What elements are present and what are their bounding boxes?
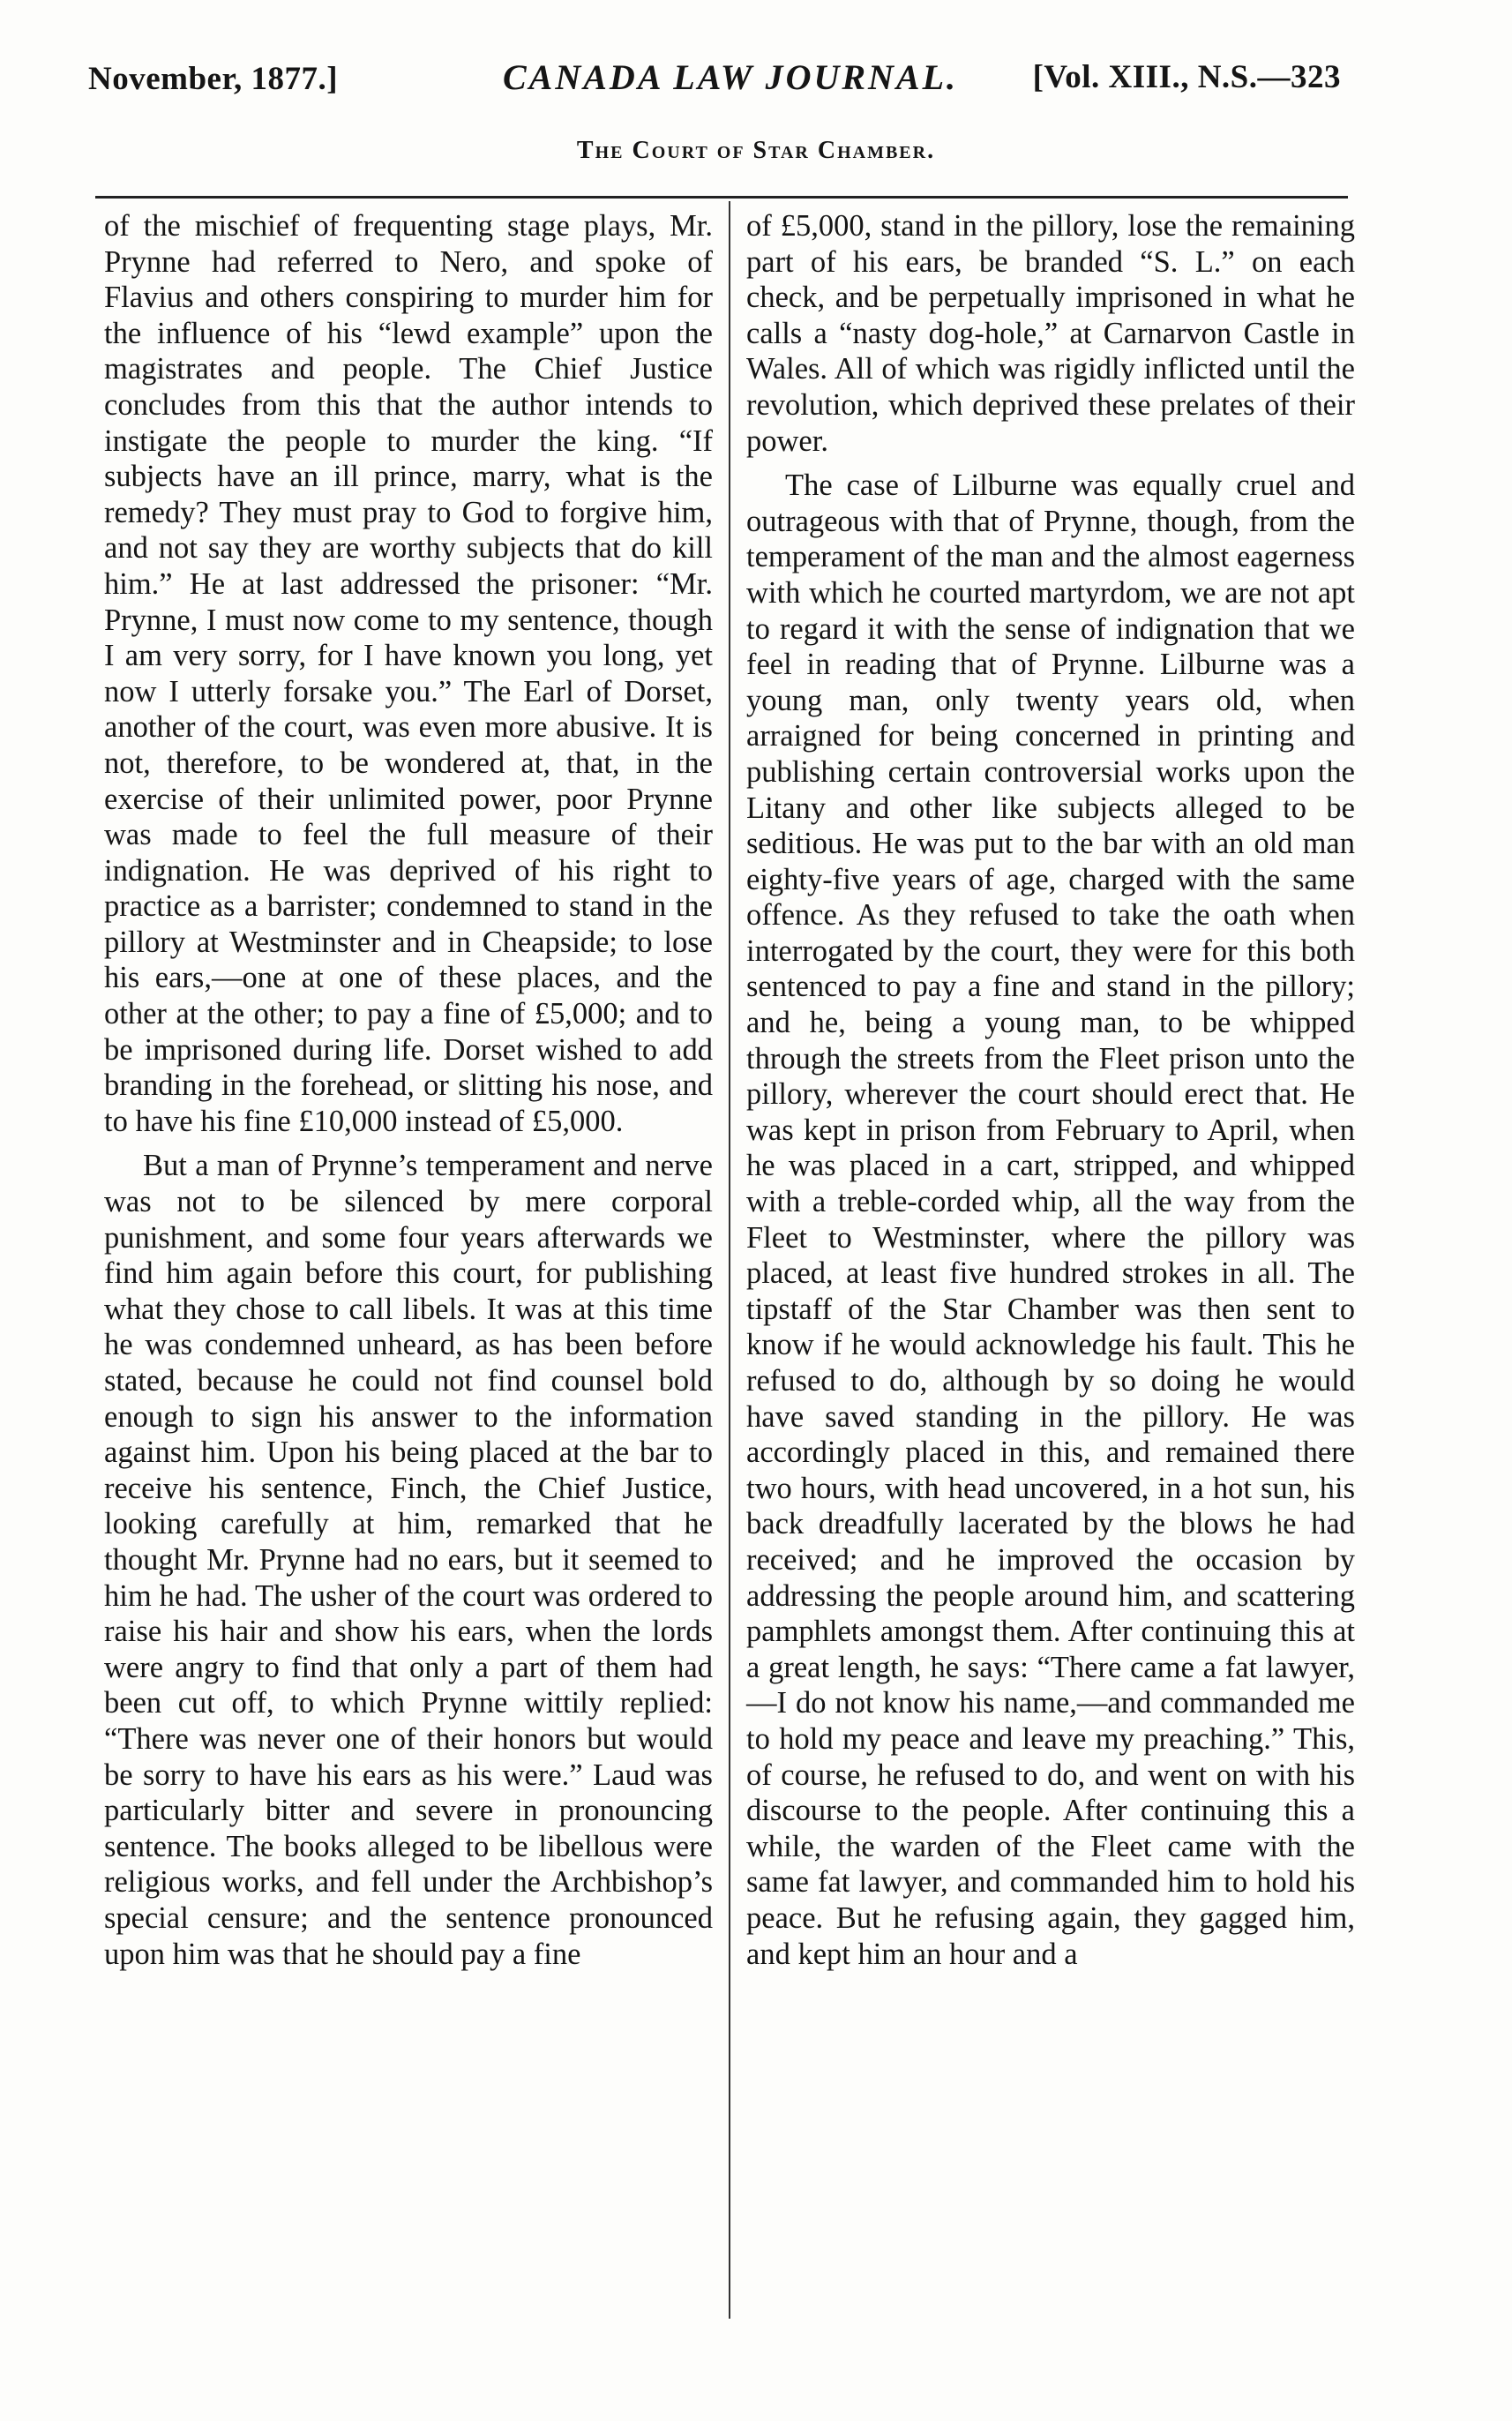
left-paragraph-1: of the mischief of frequenting stage plays, Mr. Prynne had referred to Nero, and spoke of Flavius and others conspiring to murder him for the influence of his “lewd example” upon the magistrates and people. The Chief Justice concludes from this that the author intends to instigate the people to murder the king. “If subjects have an ill prince, marry, what is the remedy? They must pray to God to forgive him, and not say they are worthy subjects that do kill him.” He at last addressed the prisoner: “Mr. Prynne, I must now come to my sentence, though I am very sorry, for I have known you long, yet now I utterly forsake you.” The Earl of Dorset, another of the court, was even more abusive. It is not, therefore, to be wondered at, that, in the exercise of their unlimited power, poor Prynne was made to feel the full measure of their indignation. He was deprived of his right to practice as a barrister; condemned to stand in the pillory at Westminster and in Cheapside; to lose his ears,—one at one of these places, and the other at the other; to pay a fine of £5,000; and to be imprisoned during life. Dorset wished to add branding in the forehead, or slitting his nose, and to have his fine £10,000 instead of £5,000. <box>104 209 713 1138</box>
right-column <box>746 208 1355 1972</box>
left-column <box>104 208 713 1972</box>
left-paragraph-2: But a man of Prynne’s temperament and nerve was not to be silenced by mere corporal punishment, and some four years afterwards we find him again before this court, for publishing what they chose to call libels. It was at this time he was condemned unheard, as has been before stated, because he could not find counsel bold enough to sign his answer to the information against him. Upon his being placed at the bar to receive his sentence, Finch, the Chief Justice, looking carefully at him, remarked that he thought Mr. Prynne had no ears, but it seemed to him he had. The usher of the court was ordered to raise his hair and show his ears, when the lords were angry to find that only a part of them had been cut off, to which Prynne wittily replied: “There was never one of their honors but would be sorry to have his ears as his were.” Laud was particularly bitter and severe in pronouncing sentence. The books alleged to be libellous were religious works, and fell under the Archbishop’s special censure; and the sentence pronounced upon him was that he should pay a fine <box>104 1149 713 1971</box>
header-rule <box>95 196 1348 199</box>
right-paragraph-2: The case of Lilburne was equally cruel and outrageous with that of Prynne, though, from the temperament of the man and the almost eagerness with which he courted martyrdom, we are not apt to regard it with the sense of indignation that we feel in reading that of Prynne. Lilburne was a young man, only twenty years old, when arraigned for being concerned in printing and publishing certain controversial works upon the Litany and other like subjects alleged to be seditious. He was put to the bar with an old man eighty-five years of age, charged with the same offence. As they refused to take the oath when interrogated by the court, they were for this both sentenced to pay a fine and stand in the pillory; and he, being a young man, to be whipped through the streets from the Fleet prison unto the pillory, wherever the court should erect that. He was kept in prison from February to April, when he was placed in a cart, stripped, and whipped with a treble-corded whip, all the way from the Fleet to Westminster, where the pillory was placed, at least five hundred strokes in all. The tipstaff of the Star Chamber was then sent to know if he would acknowledge his fault. This he refused to do, although by so doing he would have saved standing in the pillory. He was accordingly placed in this, and remained there two hours, with head uncovered, in a hot sun, his back dreadfully lacerated by the blows he had received; and he improved the occasion by addressing the people around him, and scattering pamphlets amongst them. After continuing this at a great length, he says: “There came a fat lawyer,—I do not know his name,—and commanded me to hold my peace and leave my preaching.” This, of course, he refused to do, and went on with his discourse to the people. After continuing this a while, the warden of the Fleet came with the same fat lawyer, and commanded him to hold his peace. But he refusing again, they gagged him, and kept him an hour and a <box>746 468 1355 1971</box>
column-divider <box>729 201 730 2319</box>
article-title: The Court of Star Chamber. <box>576 137 936 164</box>
volume-page-number: [Vol. XIII., N.S.—323 <box>1032 59 1341 95</box>
issue-date: November, 1877.] <box>88 61 339 97</box>
running-header <box>88 51 1341 113</box>
journal-title: CANADA LAW JOURNAL. <box>503 57 959 97</box>
right-paragraph-1: of £5,000, stand in the pillory, lose the remaining part of his ears, be branded “S. L.” on each check, and be perpetually imprisoned in what he calls a “nasty dog-hole,” at Carnarvon Castle in Wales. All of which was rigidly inflicted until the revolution, which deprived these prelates of their power. <box>746 209 1355 458</box>
